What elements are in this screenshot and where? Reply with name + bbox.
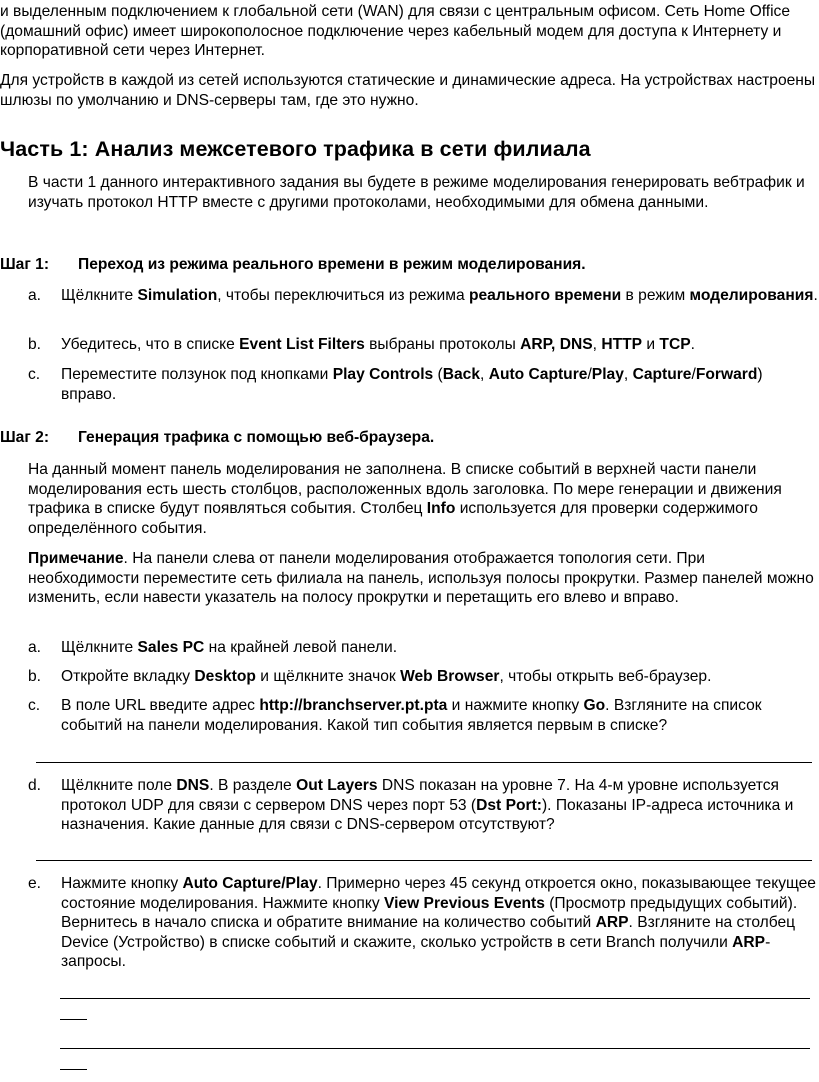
answer-line-e-1[interactable] — [60, 998, 810, 999]
text-run: / — [587, 366, 592, 383]
text-run: / — [691, 366, 696, 383]
text-run: , — [623, 366, 633, 383]
text-run: и нажмите кнопку — [447, 697, 584, 714]
text-run: . Примерно через 45 секунд откроется окно, показывающее текущее состояние моделирования. Нажмите кнопку — [61, 875, 816, 912]
intro-paragraph-1 — [0, 2, 816, 61]
text-run: Щёлкните — [61, 287, 138, 304]
bold-text: Event List Filters — [239, 336, 365, 353]
text-run: , чтобы переключиться из режима — [217, 287, 469, 304]
text-run: ). Показаны IP-адреса источника и назначения. Какие данные для связи с DNS-сервером отсутствуют? — [61, 796, 794, 833]
part-1-intro — [28, 173, 816, 212]
answer-line-e-2[interactable] — [60, 1048, 810, 1049]
bold-text: Dst Port: — [476, 796, 542, 814]
text-run: Нажмите кнопку — [61, 875, 183, 892]
text-run: Убедитесь, что в списке — [61, 336, 240, 353]
text-run: и выделенным подключением к глобальной сети (WAN) для связи с центральным офисом. Сеть Home Office (домашний офис) имеет широкополосное подключение через кабельный модем для доступа к Интернету и корпоративной сети через Интернет. — [0, 3, 791, 59]
bold-text: Sales PC — [137, 639, 205, 656]
text-run: и — [642, 336, 660, 353]
text-run: , — [480, 366, 489, 383]
bold-text: DNS — [176, 777, 210, 794]
text-run: используется для проверки содержимого определённого события. — [28, 500, 758, 537]
list-marker: d. — [28, 777, 42, 794]
bold-text: HTTP — [601, 336, 643, 353]
bold-text: ARP — [595, 914, 629, 931]
step-2-number: Шаг 2: — [0, 429, 50, 446]
bold-text: View Previous Events — [383, 894, 545, 912]
list-item-text — [61, 667, 819, 687]
bold-text: моделирования — [689, 287, 814, 304]
answer-line-c[interactable] — [36, 762, 812, 763]
text-run: Щёлкните поле — [61, 777, 177, 794]
answer-line-e-1-tail[interactable] — [60, 1019, 87, 1020]
bold-text: http://branchserver.pt.pta — [259, 697, 448, 714]
text-run: выбраны протоколы — [364, 336, 521, 353]
bold-text: Capture — [632, 366, 692, 383]
list-item-text — [61, 335, 819, 355]
text-run: На данный момент панель моделирования не заполнена. В списке событий в верхней части панели моделирования есть шесть столбцов, расположенных вдоль заголовка. По мере генерации и движения трафика в списке будут появляться события. Столбец — [28, 461, 782, 517]
step-2-paragraph — [28, 460, 816, 538]
text-run: в режим — [621, 287, 690, 304]
list-marker: c. — [28, 366, 41, 383]
bold-text: Info — [426, 500, 456, 517]
intro-paragraph-2 — [0, 71, 816, 110]
step-2-heading — [0, 428, 816, 448]
text-run: . — [690, 336, 695, 353]
text-run: DNS показан на уровне 7. На 4-м уровне используется протокол UDP для связи с сервером DNS через порт 53 ( — [61, 777, 780, 814]
text-run: , — [592, 336, 602, 353]
text-run: на крайней левой панели. — [204, 639, 398, 656]
list-marker: e. — [28, 875, 42, 892]
text-run: Откройте вкладку — [61, 668, 195, 685]
text-run: и щёлкните значок — [255, 668, 401, 685]
bold-text: Back — [442, 366, 481, 383]
text-run: , чтобы открыть веб-браузер. — [499, 668, 712, 685]
bold-text: ARP, DNS — [520, 336, 593, 353]
list-item-text — [61, 696, 819, 735]
text-run: Для устройств в каждой из сетей используются статические и динамические адреса. На устройствах настроены шлюзы по умолчанию и DNS-серверы там, где это нужно. — [0, 72, 816, 109]
list-item-text — [61, 638, 819, 658]
bold-text: TCP — [659, 336, 691, 353]
list-item-text — [61, 776, 819, 835]
bold-text: Play — [591, 366, 624, 383]
bold-text: Forward — [695, 366, 758, 383]
list-marker: a. — [28, 639, 42, 656]
part-1-heading: Часть 1: Анализ межсетевого трафика в сети филиала — [0, 137, 591, 161]
bold-text: Auto Capture/Play — [182, 875, 318, 892]
answer-line-e-2-tail[interactable] — [60, 1069, 87, 1070]
text-run: Переместите ползунок под кнопками — [61, 366, 333, 383]
list-item-text — [61, 286, 819, 306]
bold-text: Примечание — [28, 550, 124, 567]
list-marker: b. — [28, 336, 42, 353]
text-run: . На панели слева от панели моделирования отображается топология сети. При необходимости переместите сеть филиала на панель, используя полосы прокрутки. Размер панелей можно изменить, если навести указатель на полосу прокрутки и перетащить его влево и вправо. — [28, 550, 814, 606]
step-1-title: Переход из режима реального времени в режим моделирования. — [78, 256, 586, 273]
list-item-text — [61, 365, 813, 404]
text-run: В поле URL введите адрес — [61, 697, 260, 714]
text-run: Щёлкните — [61, 639, 138, 656]
text-run: . Взгляните на список событий на панели моделирования. Какой тип события является первым в списке? — [61, 697, 762, 734]
list-item-text — [61, 874, 819, 972]
bold-text: Desktop — [194, 668, 256, 685]
step-1-number: Шаг 1: — [0, 256, 50, 273]
bold-text: Auto Capture — [488, 366, 588, 383]
list-marker: b. — [28, 668, 42, 685]
bold-text: Web Browser — [400, 668, 500, 685]
text-run: ) вправо. — [61, 366, 763, 403]
text-run: В части 1 данного интерактивного задания вы будете в режиме моделирования генерировать вебтрафик и изучать протокол HTTP вместе с другими протоколами, необходимыми для обмена данными. — [28, 174, 805, 211]
bold-text: Simulation — [137, 287, 218, 304]
bold-text: Go — [583, 697, 606, 714]
step-1-heading — [0, 255, 816, 275]
note-paragraph — [28, 549, 816, 608]
text-run: . Взгляните на столбец Device (Устройство) в списке событий и скажите, сколько устройств в сети Branch получили — [61, 914, 796, 951]
bold-text: Play Controls — [332, 366, 434, 383]
text-run: . — [813, 287, 818, 304]
list-marker: c. — [28, 697, 41, 714]
text-run: (Просмотр предыдущих событий). Вернитесь в начало списка и обратите внимание на количество событий — [61, 894, 798, 931]
bold-text: реального времени — [468, 287, 622, 304]
text-run: ( — [433, 366, 443, 383]
text-run: . В разделе — [209, 777, 297, 794]
bold-text: ARP — [732, 933, 766, 951]
answer-line-d[interactable] — [36, 860, 812, 861]
step-2-title: Генерация трафика с помощью веб-браузера. — [78, 429, 435, 446]
text-run: -запросы. — [61, 933, 771, 970]
list-marker: a. — [28, 287, 42, 304]
bold-text: Out Layers — [296, 777, 378, 794]
